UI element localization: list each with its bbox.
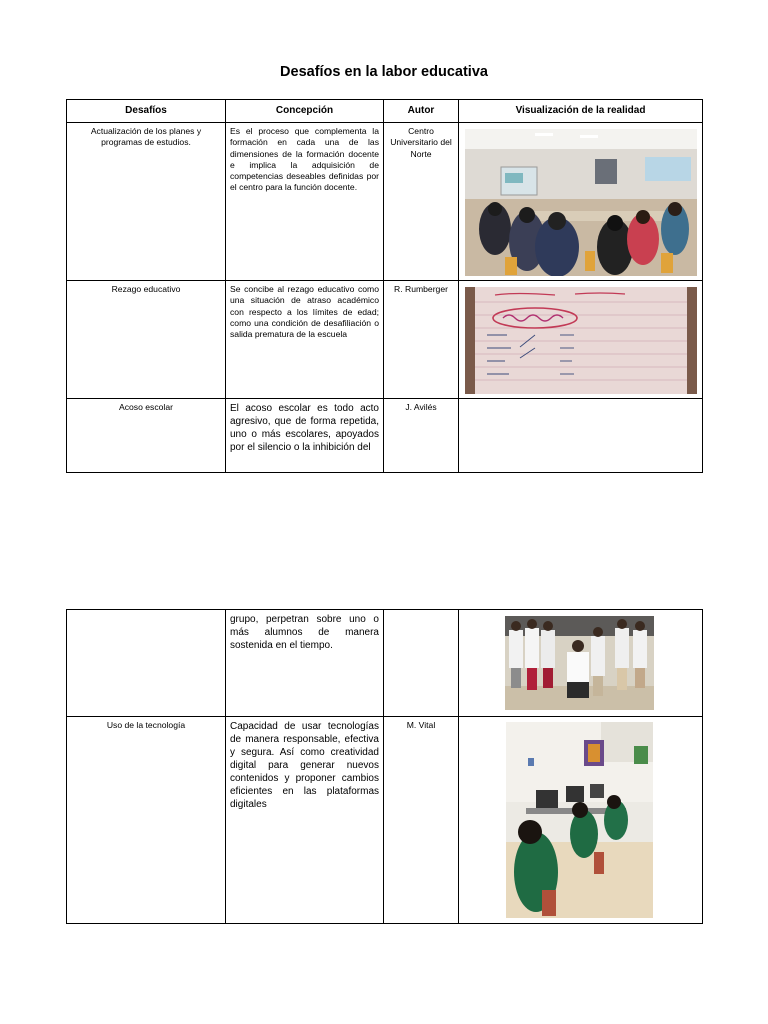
cell-autor: J. Avilés: [384, 399, 459, 473]
cell-visualizacion: [459, 610, 703, 717]
table-header-row: [67, 100, 703, 123]
cell-concepcion-text: El acoso escolar es todo acto agresivo, que de forma repetida, uno o más escolares, apoyados por el silencio o la inhibición del: [230, 403, 379, 453]
header-concepcion: Concepción: [226, 100, 384, 123]
cell-concepcion: [226, 399, 384, 473]
cell-autor: [384, 610, 459, 717]
cell-concepcion: Capacidad de usar tecnologías de manera responsable, efectiva y segura. Así como creatividad digital para generar nuevos contenidos y proponer cambios eficientes en las plataformas digitales: [226, 717, 384, 924]
table-row: [67, 610, 703, 717]
cell-concepcion: Se concibe al rezago educativo como una situación de atraso académico con respecto a los límites de edad; como una condición de desafiliación o salida prematura de la escuela: [226, 281, 384, 399]
challenges-table-continued: [66, 609, 703, 924]
cell-visualizacion: [459, 281, 703, 399]
table-row: [67, 717, 703, 924]
page-title: Desafíos en la labor educativa: [280, 64, 488, 80]
cell-desafio: Acoso escolar: [67, 399, 226, 473]
cell-visualizacion: [459, 399, 703, 473]
students-courtyard-photo: [505, 616, 654, 710]
cell-autor: R. Rumberger: [384, 281, 459, 399]
cell-concepcion: Es el proceso que complementa la formación en cada una de las dimensiones de la formación docente e implica la adquisición de competencias deseables definidas por el centro para la función docente.: [226, 123, 384, 281]
header-autor: Autor: [384, 100, 459, 123]
cell-visualizacion: [459, 717, 703, 924]
table-row: [67, 123, 703, 281]
cell-autor: Centro Universitario del Norte: [384, 123, 459, 281]
cell-desafio: Actualización de los planes y programas de estudios.: [67, 123, 226, 281]
classroom-meeting-photo: [465, 129, 697, 276]
cell-visualizacion: [459, 123, 703, 281]
table-row: [67, 281, 703, 399]
cell-desafio: [67, 610, 226, 717]
cell-concepcion: grupo, perpetran sobre uno o más alumnos de manera sostenida en el tiempo.: [226, 610, 384, 717]
cell-desafio: Rezago educativo: [67, 281, 226, 399]
table-row: [67, 399, 703, 473]
header-desafios: Desafíos: [67, 100, 226, 123]
header-visualizacion: Visualización de la realidad: [459, 100, 703, 123]
notebook-calculo-mental-photo: [465, 287, 697, 394]
computer-lab-photo: [506, 722, 653, 918]
cell-desafio: Uso de la tecnología: [67, 717, 226, 924]
cell-autor: M. Vital: [384, 717, 459, 924]
challenges-table: [66, 99, 703, 473]
